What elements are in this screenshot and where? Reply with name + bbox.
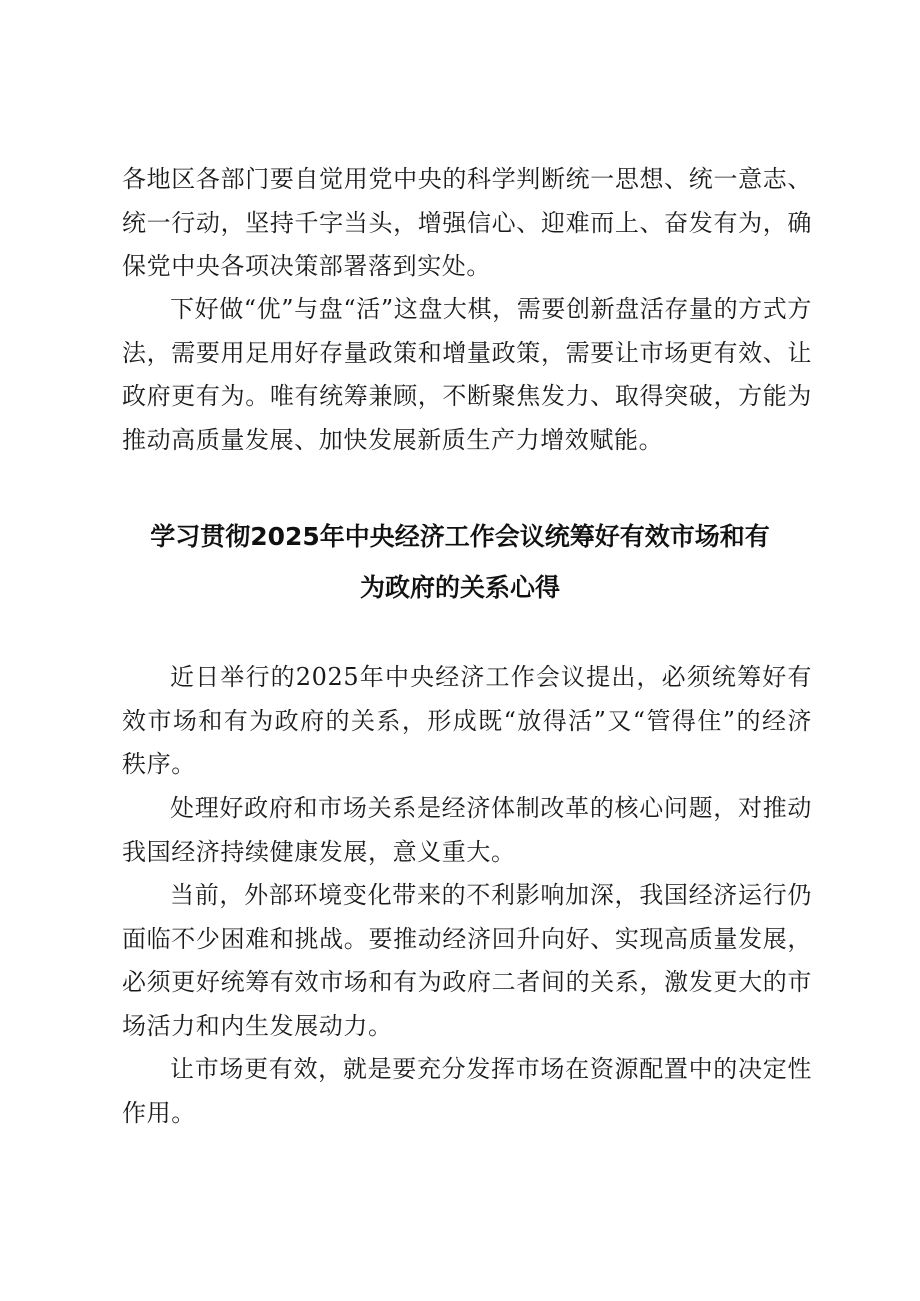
paragraph-meeting-summary: 近日举行的2025年中央经济工作会议提出，必须统筹好有效市场和有为政府的关系，形成既“放得活”又“管得住”的经济秩序。 — [122, 663, 812, 778]
paragraph-chess-metaphor: 下好做“优”与盘“活”这盘大棋，需要创新盘活存量的方式方法，需要用足用好存量政策和增量政策，需要让市场更有效、让政府更有为。唯有统筹兼顾，不断聚焦发力、取得突破，方能为推动高质量发展、加快发展新质生产力增效赋能。 — [122, 295, 812, 454]
article-title-line2: 为政府的关系心得 — [359, 573, 560, 602]
article-title-line1: 学习贯彻2025年中央经济工作会议统筹好有效市场和有 — [150, 522, 770, 551]
paragraph-continuation: 各地区各部门要自觉用党中央的科学判断统一思想、统一意志、统一行动，坚持千字当头，增强信心、迎难而上、奋发有为，确保党中央各项决策部署落到实处。 — [122, 165, 812, 280]
paragraph-current-situation: 当前，外部环境变化带来的不利影响加深，我国经济运行仍面临不少困难和挑战。要推动经济回升向好、实现高质量发展，必须更好统筹有效市场和有为政府二者间的关系，激发更大的市场活力和内生发展动力。 — [122, 881, 812, 1040]
paragraph-effective-market: 让市场更有效，就是要充分发挥市场在资源配置中的决定性作用。 — [122, 1055, 812, 1127]
paragraph-core-issue: 处理好政府和市场关系是经济体制改革的核心问题，对推动我国经济持续健康发展，意义重大。 — [122, 794, 812, 866]
